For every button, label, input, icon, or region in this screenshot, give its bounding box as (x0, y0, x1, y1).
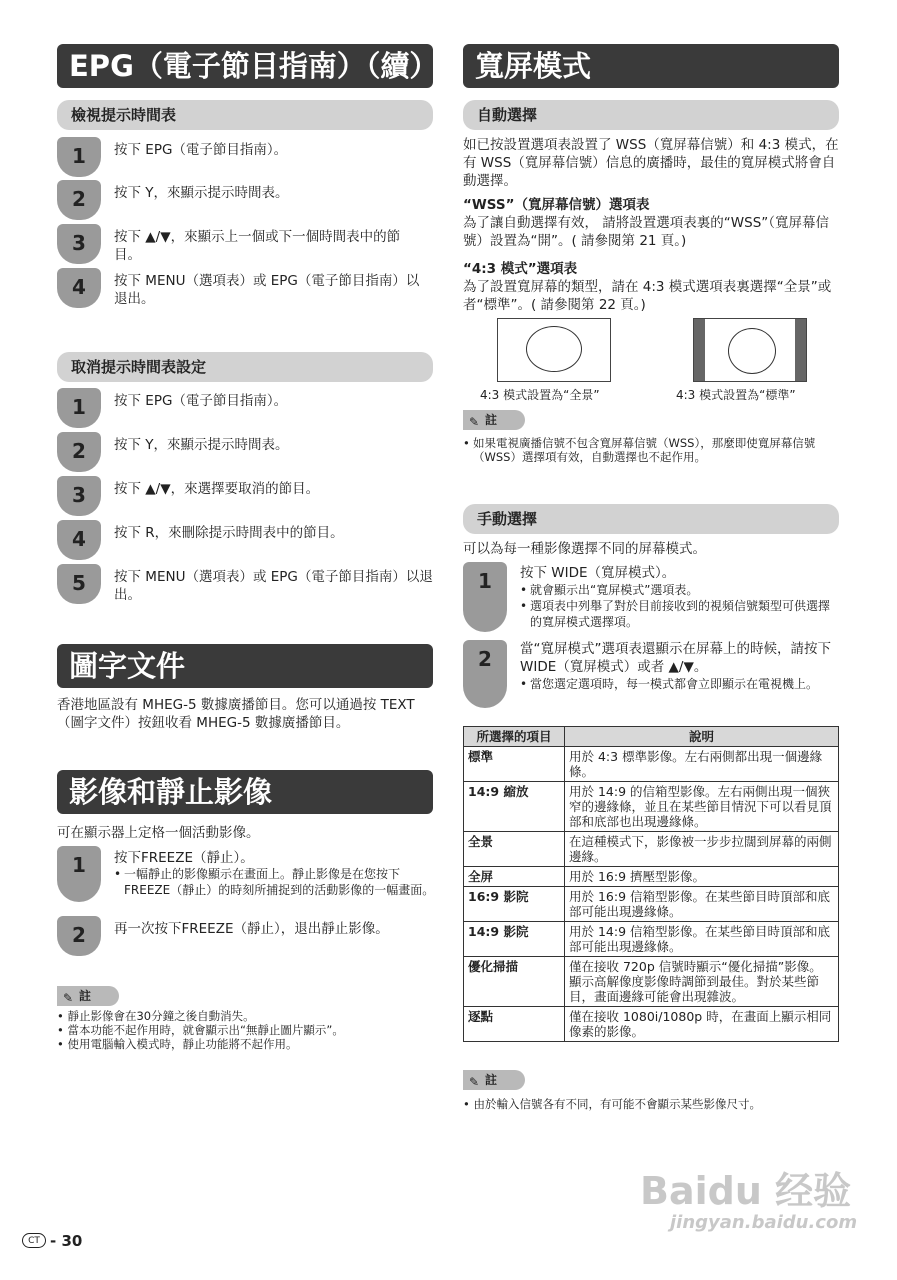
mode-desc: 用於 16:9 擠壓型影像。 (565, 867, 839, 887)
mode-name: 全屏 (464, 867, 565, 887)
step-text: 按下FREEZE（靜止）。 (114, 850, 254, 866)
caption-standard: 4:3 模式設置為“標準” (676, 388, 796, 402)
step-number: 2 (57, 916, 101, 956)
mode-name: 全景 (464, 832, 565, 867)
step-text: 按下 ▲/▼，來選擇要取消的節目。 (114, 481, 320, 497)
teletext-title: 圖字文件 (57, 644, 433, 688)
bullet-item: • 就會顯示出“寬屏模式”選項表。 (520, 583, 699, 597)
right-side-bar (795, 319, 806, 381)
table-header: 所選擇的項目 (464, 727, 565, 747)
auto-body: 如已按設置選項表設置了 WSS（寬屏幕信號）和 4:3 模式，在有 WSS（寬屏幕信號）信息的廣播時，最佳的寬屏模式將會自動選擇。 (463, 137, 839, 189)
mode-name: 逐點 (464, 1007, 565, 1042)
step-number: 2 (57, 432, 101, 472)
mode43-body: 為了設置寬屏幕的類型，請在 4:3 模式選項表裏選擇“全景”或者“標準”。( 請參閱第 22 頁。) (463, 279, 832, 313)
table-row (464, 747, 839, 782)
step-number: 3 (57, 476, 101, 516)
mode-desc: 用於 14:9 信箱型影像。在某些節目時頂部和底部可能出現邊緣條。 (565, 922, 839, 957)
cancel-heading: 取消提示時間表設定 (57, 352, 433, 382)
widescreen-title: 寬屏模式 (463, 44, 839, 88)
mode-desc: 僅在接收 720p 信號時顯示“優化掃描”影像。顯示高解像度影像時調節到最佳。對於某些節目，畫面邊緣可能會出現雜波。 (565, 957, 839, 1007)
table-row (464, 887, 839, 922)
page-number: - 30 (50, 1232, 83, 1250)
note-label: ✎ 註 (57, 986, 119, 1006)
bullet-item: • 一幅靜止的影像顯示在畫面上。靜止影像是在您按下FREEZE（靜止）的時刻所捕捉到的活動影像的一幅畫面。 (114, 867, 435, 897)
step-number: 4 (57, 520, 101, 560)
mode-desc: 在這種模式下，影像被一步步拉闊到屏幕的兩側邊緣。 (565, 832, 839, 867)
step-text: 按下 Y，來顯示提示時間表。 (114, 185, 289, 201)
table-row (464, 832, 839, 867)
left-side-bar (694, 319, 705, 381)
baidu-watermark-logo: Baidu 经验 (640, 1169, 852, 1213)
teletext-body: 香港地區設有 MHEG-5 數據廣播節目。您可以通過按 TEXT（圖字文件）按鈕收看 MHEG-5 數據廣播節目。 (57, 697, 415, 731)
step-number: 2 (463, 640, 507, 708)
step-text: 按下 EPG（電子節目指南）。 (114, 142, 288, 158)
note-item: • 由於輸入信號各有不同，有可能不會顯示某些影像尺寸。 (463, 1097, 761, 1111)
mode43-heading: “4:3 模式”選項表 (463, 261, 578, 277)
freeze-title: 影像和靜止影像 (57, 770, 433, 814)
step-number: 4 (57, 268, 101, 308)
wide-mode-table (463, 726, 839, 1042)
table-header: 說明 (565, 727, 839, 747)
manual-intro: 可以為每一種影像選擇不同的屏幕模式。 (463, 541, 706, 557)
auto-heading: 自動選擇 (463, 100, 839, 130)
note-item: • 靜止影像會在30分鐘之後自動消失。 (57, 1009, 255, 1023)
table-row (464, 867, 839, 887)
epg-title: EPG（電子節目指南）（續） (57, 44, 433, 88)
step-text: 按下 WIDE（寬屏模式）。 (520, 565, 676, 581)
note-item: • 使用電腦輸入模式時，靜止功能將不起作用。 (57, 1037, 298, 1051)
step-number: 3 (57, 224, 101, 264)
step-text: 按下 MENU（選項表）或 EPG（電子節目指南）以退出。 (114, 569, 433, 603)
reminder-heading: 檢視提示時間表 (57, 100, 433, 130)
table-row (464, 782, 839, 832)
wss-heading: “WSS”（寬屏幕信號）選項表 (463, 197, 650, 213)
baidu-watermark-url: jingyan.baidu.com (670, 1212, 858, 1233)
table-row (464, 957, 839, 1007)
mode-desc: 用於 4:3 標準影像。左右兩側都出現一個邊緣條。 (565, 747, 839, 782)
step-text: 按下 ▲/▼，來顯示上一個或下一個時間表中的節目。 (114, 229, 401, 263)
step-text: 按下 EPG（電子節目指南）。 (114, 393, 288, 409)
step-number: 1 (57, 137, 101, 177)
note-label: ✎ 註 (463, 410, 525, 430)
standard-oval (728, 328, 776, 374)
note-item: • 如果電視廣播信號不包含寬屏幕信號（WSS），那麼即使寬屏幕信號（WSS）選擇項有效，自動選擇也不起作用。 (463, 436, 816, 464)
note-item: • 當本功能不起作用時，就會顯示出“無靜止圖片顯示”。 (57, 1023, 344, 1037)
step-text: 當“寬屏模式”選項表還顯示在屏幕上的時候，請按下 WIDE（寬屏模式）或者 ▲/▼。 (520, 641, 831, 675)
step-number: 1 (57, 846, 101, 902)
step-text: 按下 Y，來顯示提示時間表。 (114, 437, 289, 453)
bullet-item: • 選項表中列舉了對於目前接收到的視頻信號類型可供選擇的寬屏模式選擇項。 (520, 599, 831, 629)
step-number: 5 (57, 564, 101, 604)
table-row (464, 1007, 839, 1042)
step-number: 1 (57, 388, 101, 428)
page-badge: CT (22, 1233, 46, 1248)
mode-name: 優化掃描 (464, 957, 565, 1007)
mode-desc: 僅在接收 1080i/1080p 時，在畫面上顯示相同像素的影像。 (565, 1007, 839, 1042)
panorama-screen-illustration (497, 318, 611, 382)
mode-name: 14:9 縮放 (464, 782, 565, 832)
mode-name: 16:9 影院 (464, 887, 565, 922)
note-icon: ✎ (469, 415, 480, 429)
table-header-row (464, 727, 839, 747)
freeze-intro: 可在顯示器上定格一個活動影像。 (57, 825, 260, 841)
note-label: ✎ 註 (463, 1070, 525, 1090)
panorama-oval (526, 326, 582, 372)
wss-body: 為了讓自動選擇有效， 請將設置選項表裏的“WSS”（寬屏幕信號）設置為“開”。( 請參閱第 21 頁。) (463, 215, 830, 249)
step-text: 按下 R，來刪除提示時間表中的節目。 (114, 525, 344, 541)
step-number: 2 (57, 180, 101, 220)
manual-heading: 手動選擇 (463, 504, 839, 534)
step-text: 再一次按下FREEZE（靜止），退出靜止影像。 (114, 921, 389, 937)
step-number: 1 (463, 562, 507, 632)
mode-name: 標準 (464, 747, 565, 782)
note-icon: ✎ (469, 1075, 480, 1089)
step-text: 按下 MENU（選項表）或 EPG（電子節目指南）以退出。 (114, 273, 420, 307)
standard-screen-illustration (693, 318, 807, 382)
table-row (464, 922, 839, 957)
bullet-item: • 當您選定選項時，每一模式都會立即顯示在電視機上。 (520, 677, 819, 691)
mode-desc: 用於 14:9 的信箱型影像。左右兩側出現一個狹窄的邊緣條，並且在某些節目情況下可以看見頂部和底部也出現邊緣條。 (565, 782, 839, 832)
mode-name: 14:9 影院 (464, 922, 565, 957)
note-icon: ✎ (63, 991, 74, 1005)
mode-desc: 用於 16:9 信箱型影像。在某些節目時頂部和底部可能出現邊緣條。 (565, 887, 839, 922)
caption-panorama: 4:3 模式設置為“全景” (480, 388, 600, 402)
